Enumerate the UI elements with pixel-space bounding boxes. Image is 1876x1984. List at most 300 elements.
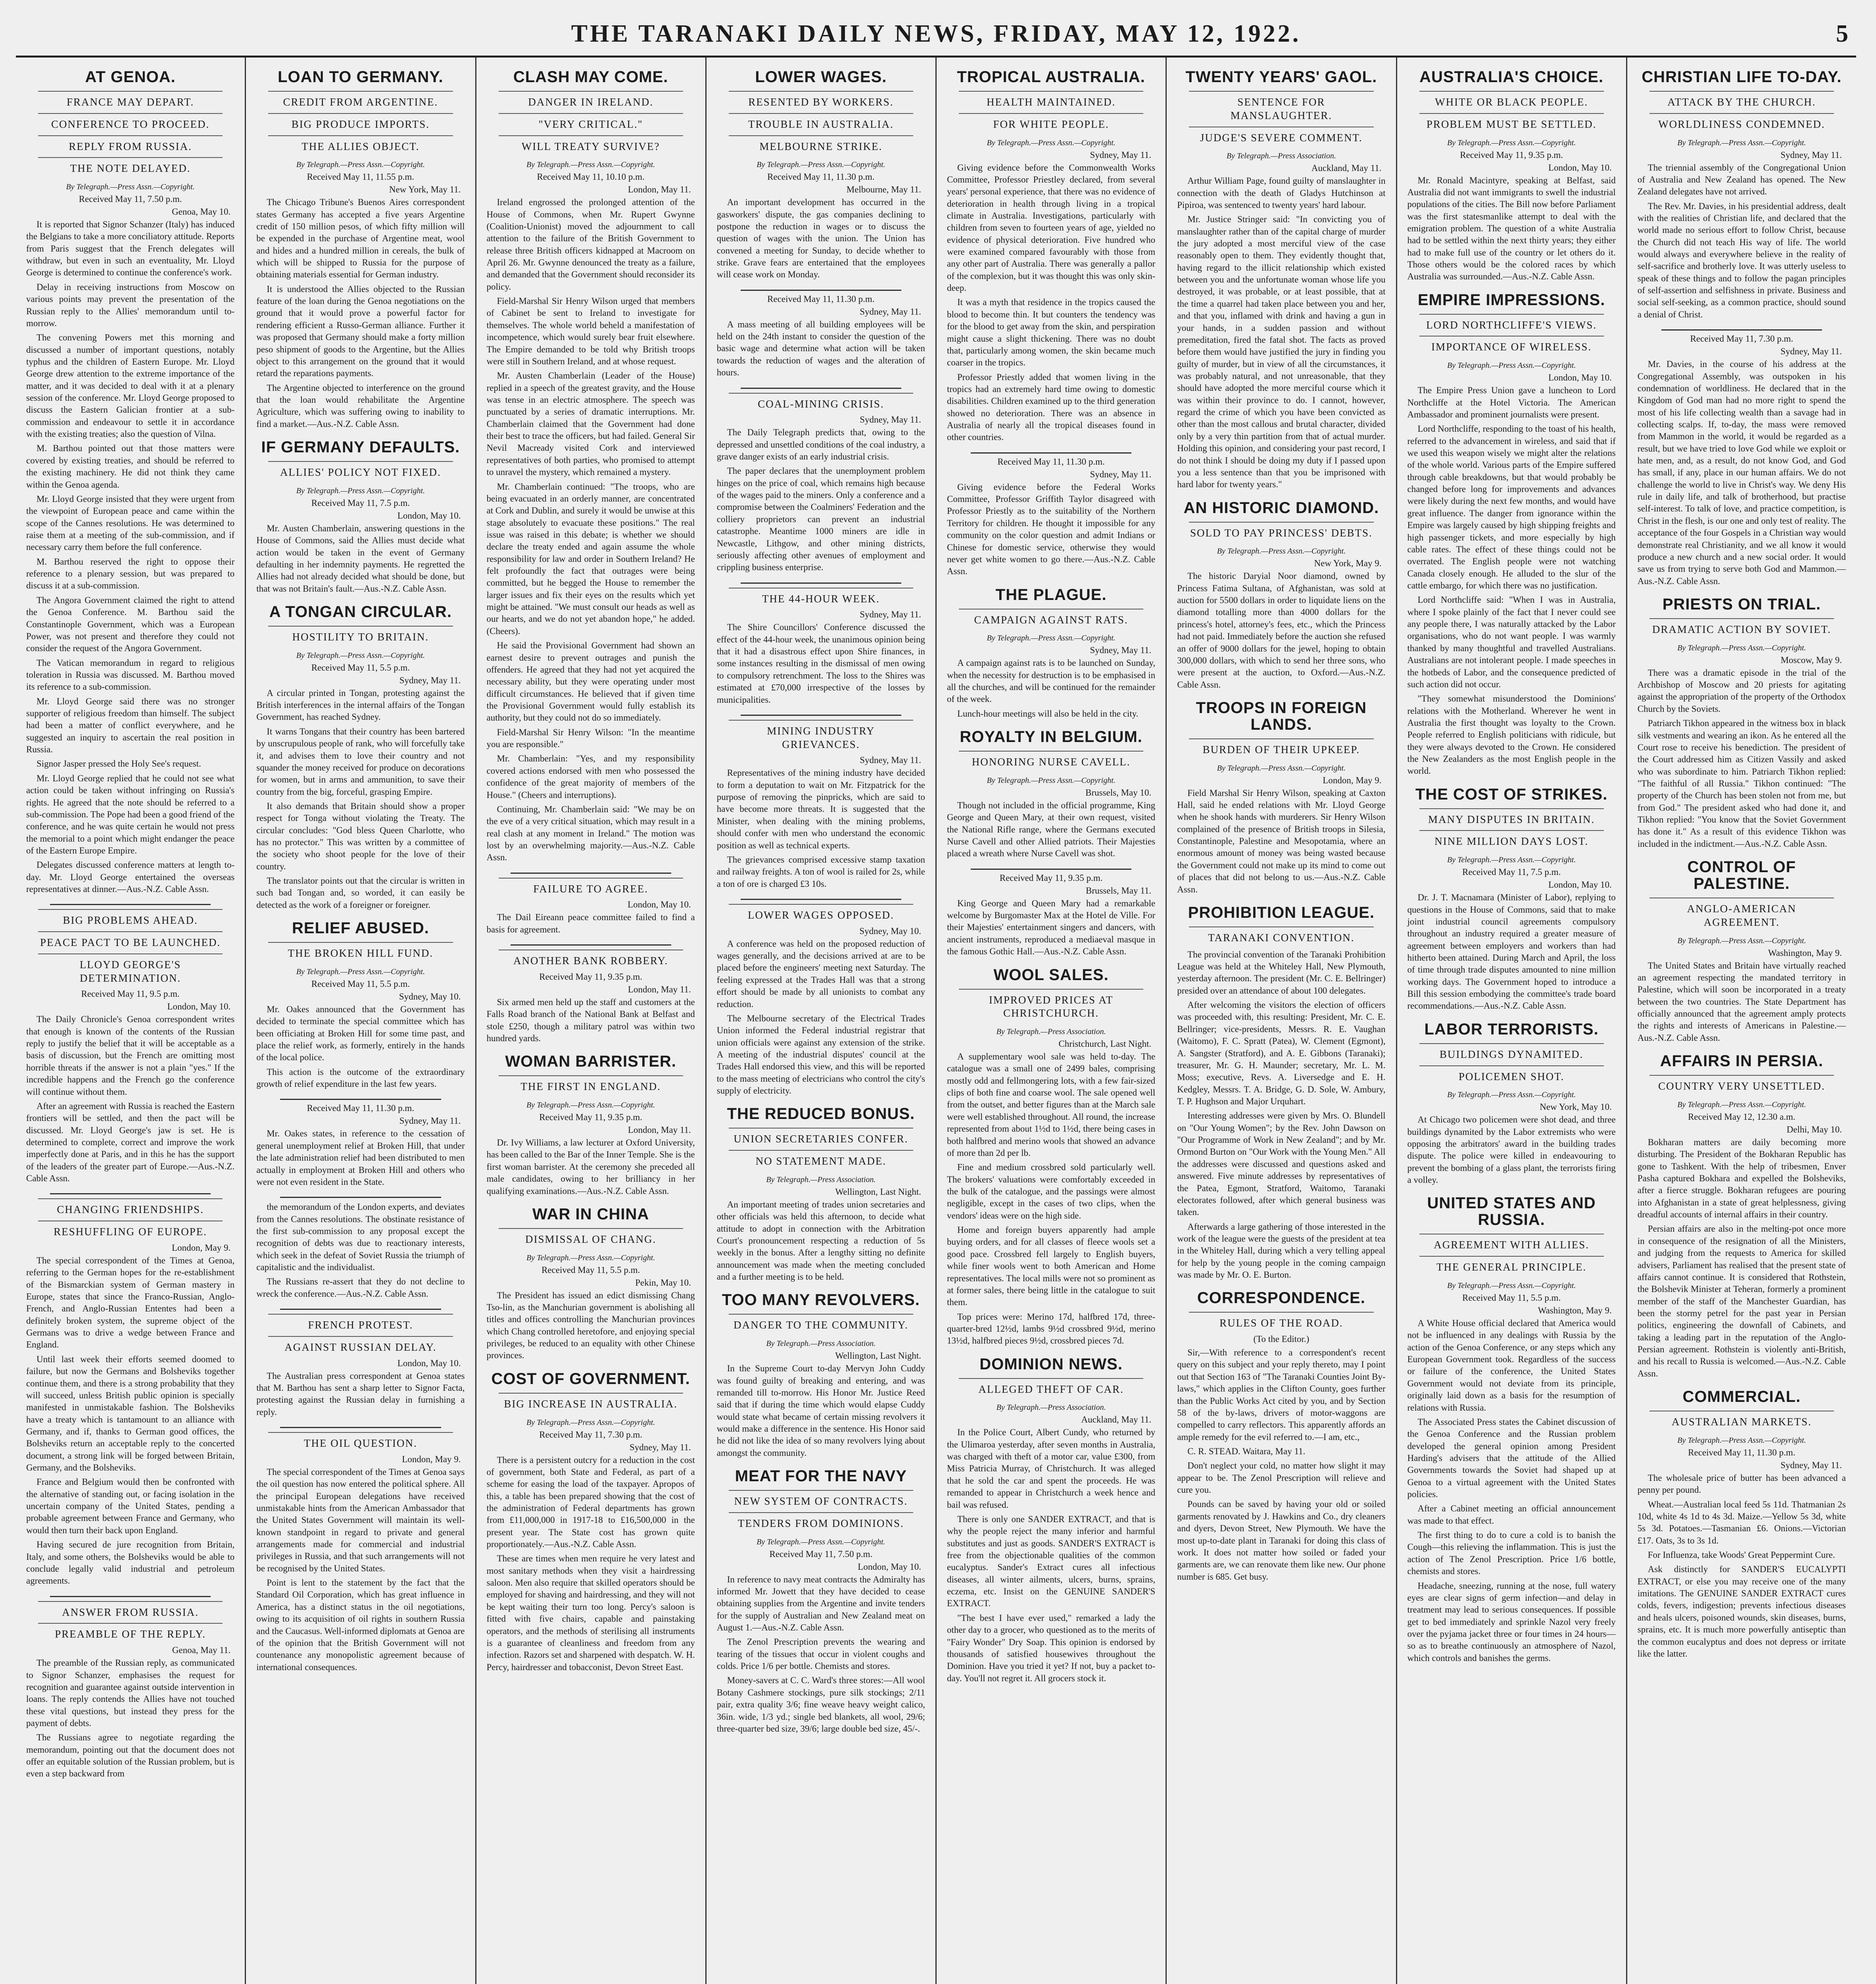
- body-paragraph: The Chicago Tribune's Buenos Aires correspondent states Germany has accepted a five years Argentine credit of 150 million pesos, of which fifty million will be expended in the purchase of Argentine meat, wool and hides and a hundred million in cereals, the bulk of which will be shipped to Russia for the purpose of obtaining materials essential for German industry.: [256, 197, 465, 280]
- subheadline: NINE MILLION DAYS LOST.: [1419, 830, 1604, 848]
- body-paragraph: Ask distinctly for SANDER'S EUCALYPTI EXTRACT, or else you may receive one of the many imitations. The GENUINE SANDER EXTRACT cures colds, fevers, indigestion; prevents infectious diseases and heals ulcers, poisoned wounds, skin diseases, burns, sprains, etc. It is much more powerfully antiseptic than the common eucalyptus and does not depress or irritate like the latter.: [1637, 1564, 1846, 1659]
- subheadline: ANGLO-AMERICAN AGREEMENT.: [1649, 898, 1834, 929]
- credit-line: By Telegraph.—Press Assn.—Copyright.: [296, 967, 425, 976]
- body-paragraph: Mr. Austen Chamberlain, answering questions in the House of Commons, said the Allies must decide what action would be taken in the event of Germany defaulting in her indemnity payments. He regretted the Allies had not already decided what should be done, but that was not Britain's fault.—Aus.-N.Z. Cable Assn.: [256, 523, 465, 594]
- credit-line: By Telegraph.—Press Assn.—Copyright.: [1447, 856, 1576, 865]
- body-paragraph: The Vatican memorandum in regard to religious toleration in Russia was discussed. M. Barthou moved its reference to a sub-commission.: [26, 657, 235, 692]
- received-line: Received May 11, 10.10 p.m.: [537, 172, 645, 182]
- body-paragraph: Mr. Austen Chamberlain (Leader of the House) replied in a speech of the greatest gravity, and the House was tense in an electric atmosphere. The speech was punctuated by a series of dramatic interruptions. Mr. Chamberlain claimed that the Government had done their best to trace the officers, but had failed. General Sir Nevil Macready visited Cork and interviewed representatives of both parties, who promised to attempt to unravel the mystery, which remained a mystery.: [486, 371, 695, 477]
- masthead: [16, 12, 1856, 58]
- subheadline: ALLEGED THEFT OF CAR.: [959, 1378, 1143, 1396]
- article: [717, 69, 925, 281]
- subheadline: JUDGE'S SEVERE COMMENT.: [1189, 127, 1373, 145]
- subheadline: REPLY FROM RUSSIA.: [38, 135, 223, 154]
- body-paragraph: The paper declares that the unemployment problem hinges on the price of coal, which remains high because of the wages paid to the miners. Only a conference and a compromise between the Coalminers' Federation and the colliery proprietors can prevent an industrial catastrophe. Meantime 1000 miners are idle in Newcastle, Lithgow, and other mining districts, seriously affecting other avenues of employment and crippling business enterprise.: [716, 466, 925, 573]
- page-number: 5: [1836, 20, 1848, 47]
- subheadline: THE GENERAL PRINCIPLE.: [1419, 1256, 1604, 1274]
- body-paragraph: Field-Marshal Sir Henry Wilson: "In the meantime you are responsible.": [486, 727, 695, 750]
- dateline: Brussels, May 10.: [1085, 787, 1152, 798]
- subheadline: WILL TREATY SURVIVE?: [499, 135, 683, 154]
- body-paragraph: The provincial convention of the Taranaki Prohibition League was held at the Whiteley Hall, New Plymouth, yesterday afternoon. The president (Mr. C. E. Bellringer) presided over an attendance of about 100 delegates.: [1177, 949, 1386, 996]
- body-paragraph: France and Belgium would then be confronted with the alternative of standing out, or facing isolation in the uncertain company of the United States, pending a probable agreement between France and Germany, who would then turn their back upon England.: [26, 1477, 235, 1535]
- dateline: London, May 9.: [1323, 775, 1382, 785]
- article: [256, 69, 465, 430]
- subheadline: "VERY CRITICAL.": [499, 113, 683, 131]
- dateline: Sydney, May 10.: [399, 991, 461, 1002]
- section-rule: [971, 452, 1131, 454]
- received-line: Received May 11, 9.35 p.m.: [539, 971, 642, 982]
- body-paragraph: A White House official declared that America would not be influenced in any dealings with Russia by the action of the Genoa Conference, or any steps which any European Government took. Regardless of the success or failure of the conference, the United States Government would not deviate from its principle, originally laid down as a basis for the resumption of relations with Russia.: [1407, 1318, 1616, 1413]
- received-line: Received May 11, 7.5 p.m.: [1462, 867, 1561, 877]
- credit-line: By Telegraph.—Press Assn.—Copyright.: [757, 1537, 885, 1546]
- body-paragraph: Delay in receiving instructions from Moscow on various points may prevent the presentation of the Russian reply to the Allies' memorandum until to-morrow.: [26, 282, 235, 328]
- dateline: Sydney, May 11.: [860, 306, 921, 317]
- subheadline: ALLIES' POLICY NOT FIXED.: [268, 461, 453, 479]
- received-line: Received May 11, 9.35 p.m.: [539, 1112, 642, 1123]
- body-paragraph: The wholesale price of butter has been advanced a penny per pound.: [1637, 1473, 1846, 1495]
- section-rule: [741, 899, 901, 900]
- body-paragraph: Mr. Lloyd George said there was no stronger supporter of religious freedom than himself. The subject had been a matter of conflict everywhere, and he suggested an inquiry to ascertain the real position in Russia.: [26, 696, 235, 755]
- body-paragraph: The Argentine objected to interference on the ground that the loan would rehabilitate the Argentine Agriculture, which was suffering owing to inability to find a market.—Aus.-N.Z. Cable Assn.: [256, 383, 465, 429]
- body-paragraph: Mr. Ronald Macintyre, speaking at Belfast, said Australia did not want immigrants to swell the industrial populations of the cities. The Bill now before Parliament was the first statesmanlike attempt to deal with the emigration problem. The question of a white Australia had to be settled within the next thirty years; they either had to make full use of the country or let others do it. Those others would be the colored races by which Australia was surrounded.—Aus.-N.Z. Cable Assn.: [1407, 175, 1616, 282]
- masthead-title: THE TARANAKI DAILY NEWS, FRIDAY, MAY 12, 1922.: [571, 20, 1301, 47]
- article: [1177, 69, 1385, 491]
- section-rule: [50, 904, 211, 905]
- article: [1638, 69, 1846, 321]
- article: [947, 869, 1155, 958]
- dateline: Sydney, May 11.: [1090, 645, 1152, 656]
- body-paragraph: Giving evidence before the Commonwealth Works Committee, Professor Priestley declared, from several years' personal experience, that there was no evidence of deterioration in health through living in a tropical climate in Australia. Investigations, particularly with children from seven to fourteen years of age, yielded no evidence of physical deterioration. Five hundred who were examined compared favourably with those from any other part of Australia. There was generally a pallor of the complexion, but it was thought this was only skin-deep.: [947, 162, 1156, 293]
- subheadline: CHANGING FRIENDSHIPS.: [38, 1198, 223, 1217]
- dateline: Sydney, May 11.: [1090, 469, 1152, 479]
- body-paragraph: Bokharan matters are daily becoming more disturbing. The President of the Bokharan Republic has gone to Tashkent. With the help of tribesmen, Enver Pasha captured Bokhara and expelled the Bolsheviks, after a fierce struggle. Bokharan refugees are pouring into Afghanistan in a state of great helplessness, giving dreadful accounts of internal affairs in their country.: [1637, 1137, 1846, 1220]
- body-paragraph: A conference was held on the proposed reduction of wages generally, and the decisions arrived at are to be placed before the engineers' meeting next Saturday. The feeling expressed at the Trades Hall was that a strong effort should be made by all unionists to combat any reduction.: [716, 938, 925, 1009]
- credit-line: By Telegraph.—Press Assn.—Copyright.: [987, 634, 1116, 643]
- headline: IF GERMANY DEFAULTS.: [261, 438, 460, 456]
- body-paragraph: Mr. Oakes announced that the Government has decided to terminate the special committee which has been officiating at Broken Hill for some time past, and place the relief work, as formerly, entirely in the hands of the local police.: [256, 1004, 465, 1063]
- subheadline: CONFERENCE TO PROCEED.: [38, 113, 223, 131]
- body-paragraph: Pounds can be saved by having your old or soiled garments renovated by J. Hawkins and Co., dry cleaners and dyers, Devon Street, New Plymouth. We have the most up-to-date plant in Taranaki for doing this class of work. It does not matter how soiled or faded your garments are, we can renovate them like new. Our phone number is 685. Get busy.: [1177, 1499, 1386, 1582]
- body-paragraph: A mass meeting of all building employees will be held on the 24th instant to consider the question of the basic wage and determine what action will be taken towards the reduction of wages and the alteration of hours.: [716, 319, 925, 378]
- body-paragraph: It warns Tongans that their country has been bartered by unscrupulous people of rank, who will forcefully take it, and advises them to love their country and not squander the money received for produce on decorations for women, but in arms and ammunition, to save their country from the big, forceful, grasping Empire.: [256, 726, 465, 797]
- dateline: New York, May 9.: [1314, 558, 1382, 569]
- body-paragraph: The Melbourne secretary of the Electrical Trades Union informed the Federal industrial registrar that union officials were against any extension of the strike. A meeting of the industrial disputes' council at the Trades Hall endorsed this view, and this will be reported to the mass meeting of electricians who control the city's supply of electricity.: [716, 1013, 925, 1096]
- body-paragraph: Mr. Chamberlain continued: "The troops, who are being evacuated in an orderly manner, are concentrated at Cork and Dublin, and surely it would be unwise at this stage absolutely to evacuate these positions." The real issue was raised in this debate; is whether we should declare the treaty ended and again assume the whole responsibility for law and order in Southern Ireland? He felt profoundly the fact that outrages were being committed, but he begged the House to remember the larger issues and fix their eyes on the results which yet might be attained. "We must consult our heads as well as our hearts, and we do not yet abandon hope," he added. (Cheers).: [486, 481, 695, 636]
- received-line: Received May 11, 5.5 p.m.: [311, 979, 410, 989]
- headline: UNITED STATES AND RUSSIA.: [1427, 1194, 1596, 1229]
- body-paragraph: Mr. Chamberlain: "Yes, and my responsibility covered actions endorsed with men who possessed the confidence of the great majority of members of the House." (Cheers and interruptions).: [486, 754, 695, 800]
- headline: CHRISTIAN LIFE TO-DAY.: [1642, 68, 1842, 86]
- headline: CONTROL OF PALESTINE.: [1687, 858, 1796, 893]
- body-paragraph: the memorandum of the London experts, and deviates from the Cannes resolutions. The obstinate resistance of the first sub-commission to any proposal except the recognition of debts was due to reactionary interests, which seek in the defeat of Soviet Russia the triumph of capitalistic and the individualist.: [256, 1202, 465, 1273]
- column-8: [1627, 58, 1856, 1984]
- received-line: Received May 11, 5.5 p.m.: [1462, 1292, 1561, 1303]
- body-paragraph: The translator points out that the circular is written in such bad Tongan and, so worded, it can easily be detected as the work of a foreigner or foreigner.: [256, 876, 465, 910]
- body-paragraph: Giving evidence before the Federal Works Committee, Professor Griffith Taylor disagreed with Professor Priestly as to the suitability of the Northern Territory for children. He thought it impossible for any community on the color question and admit Indians or Chinese for domestic service, otherwise they would never get white women to go there.—Aus.-N.Z. Cable Assn.: [947, 482, 1156, 577]
- article: [947, 69, 1155, 444]
- article: [1407, 292, 1616, 777]
- body-paragraph: Field-Marshal Sir Henry Wilson urged that members of Cabinet be sent to Ireland to investigate for themselves. The whole world beheld a manifestation of incompetence, which would surely bear fruit elsewhere. The Empire demanded to be told why British troops were still in Southern Ireland, and at whose request.: [486, 296, 695, 366]
- body-paragraph: Fine and medium crossbred sold particularly well. The brokers' valuations were comfortably exceeded in the bulk of the catalogue, and the passings were almost negligible, except in the cases of two clips, when the vendors' ideas were on the high side.: [947, 1162, 1156, 1221]
- received-line: Received May 12, 12.30 a.m.: [1688, 1111, 1795, 1122]
- article: [717, 1468, 925, 1735]
- dateline: London, May 10.: [397, 510, 461, 521]
- subheadline: PEACE PACT TO BE LAUNCHED.: [38, 931, 223, 950]
- body-paragraph: C. R. STEAD. Waitara, May 11.: [1187, 1446, 1306, 1456]
- subheadline: BURDEN OF THEIR UPKEEP.: [1189, 738, 1373, 757]
- dateline: London, May 10.: [628, 900, 691, 910]
- headline: TOO MANY REVOLVERS.: [722, 1291, 920, 1309]
- article: [26, 904, 234, 1184]
- dateline: Sydney, May 11.: [860, 609, 921, 620]
- article: [256, 604, 465, 911]
- body-paragraph: Field Marshal Sir Henry Wilson, speaking at Caxton Hall, said he ended relations with Mr. Lloyd George when he shook hands with murderers. Sir Henry Wilson complained of the presence of British troops in Silesia, Constantinople, Palestine and Mesopotamia, where an enormous amount of money was being wasted because the Government could not make up its mind to come out of places that did not belong to us.—Aus.-N.Z. Cable Assn.: [1177, 788, 1386, 894]
- subheadline: HOSTILITY TO BRITAIN.: [268, 626, 453, 644]
- credit-line: By Telegraph.—Press Assn.—Copyright.: [1677, 1436, 1806, 1445]
- dateline: Washington, May 9.: [1768, 948, 1842, 958]
- dateline: Genoa, May 11.: [172, 1645, 231, 1655]
- body-paragraph: In reference to navy meat contracts the Admiralty has informed Mr. Jowett that they have decided to cease obtaining supplies from the Argentine and invite tenders for the supply of Australian and New Zealand meat on August 1.—Aus.-N.Z. Cable Assn.: [716, 1574, 925, 1632]
- received-line: Received May 11, 11.30 p.m.: [767, 172, 875, 182]
- article: [256, 1309, 465, 1418]
- credit-line: By Telegraph.—Press Assn.—Copyright.: [987, 138, 1116, 147]
- body-paragraph: The first thing to do to cure a cold is to banish the Cough—this relieving the inflammation. This is just the action of The Zenol Prescription. Price 1/6 bottle, chemists and stores.: [1407, 1530, 1616, 1576]
- dateline: Sydney, May 11.: [860, 755, 921, 765]
- body-paragraph: Persian affairs are also in the melting-pot once more in consequence of the resignation of all the Ministers, and judging from the requests to America for skilled advisers, Parliament has realised that the present state of affairs cannot continue. It is considered that Rothstein, the Bolshevik Minister at Teheran, formerly a prominent member of the staff of the Manchester Guardian, has been the stormy petrel for the past year in Persian politics, engineering the downfall of Cabinets, and taking a leading part in the reputation of the Anglo-Persian agreement. Rothstein is violently anti-British, and his recall to Russia is welcomed.—Aus.-N.Z. Cable Assn.: [1637, 1224, 1846, 1378]
- body-paragraph: The Dail Eireann peace committee failed to find a basis for agreement.: [486, 912, 695, 934]
- body-paragraph: Dr. J. T. Macnamara (Minister of Labor), replying to questions in the House of Commons, said that to make joint industrial council agreements compulsory throughout an industry required a greater measure of agreement between employers and workers than had hitherto been attained. During March and April, the loss of time through trade disputes amounted to nine million working days. The Government hoped to introduce a Bill this session embodying the committee's trade board recommendations.—Aus.-N.Z. Cable Assn.: [1407, 892, 1616, 1011]
- body-paragraph: Home and foreign buyers apparently had ample buying orders, and for all classes of fleece wools set a good pace. Crossbred fell largely to English buyers, while finer wools went to both American and Home representatives. The local mills were not so prominent as at former sales, there being little in the catalogue to suit them.: [947, 1225, 1156, 1307]
- received-line: Received May 11, 7.50 p.m.: [79, 194, 182, 204]
- subheadline: UNION SECRETARIES CONFER.: [729, 1128, 913, 1146]
- dateline: London, May 9.: [172, 1242, 231, 1253]
- article: [1638, 1388, 1846, 1660]
- body-paragraph: The special correspondent of the Times at Genoa, referring to the German hopes for the re-establishment of the Bismarckian system of German mastery in Europe, states that since the Franco-Russian, Anglo-French, and Anglo-Russian Ententes had been a definitely broken system, the supreme object of the Germans was to drive a wedge between France and England.: [26, 1255, 235, 1350]
- body-paragraph: The United States and Britain have virtually reached an agreement respecting the mandated territory in Palestine, which will soon be incorporated in a treaty between the two countries. The State Department has officially announced that the agreement amply protects the rights and interests of Americans in Palestine.—Aus.-N.Z. Cable Assn.: [1637, 960, 1846, 1043]
- subheadline: BUILDINGS DYNAMITED.: [1419, 1043, 1604, 1061]
- subheadline: CAMPAIGN AGAINST RATS.: [959, 609, 1143, 627]
- dateline: Brussels, May 11.: [1085, 885, 1152, 896]
- subheadline: NO STATEMENT MADE.: [729, 1150, 913, 1168]
- credit-line: By Telegraph.—Press Assn.—Copyright.: [1447, 361, 1576, 370]
- credit-line: By Telegraph.—Press Assn.—Copyright.: [296, 486, 425, 495]
- dateline: Sydney, May 11.: [399, 1116, 461, 1126]
- credit-line: By Telegraph.—Press Assn.—Copyright.: [1677, 936, 1806, 945]
- body-paragraph: Wheat.—Australian local feed 5s 11d. Thatmanian 2s 10d, white 4s 1d to 4s 3d. Maize.—Yellow 5s 3d, white 5s 3d. Potatoes.—Tasmanian £6. Onions.—Victorian £17. Oats, 3s to 3s 1d.: [1637, 1499, 1846, 1546]
- subheadline: DRAMATIC ACTION BY SOVIET.: [1649, 618, 1834, 636]
- credit-line: By Telegraph.—Press Assn.—Copyright.: [1447, 138, 1576, 147]
- dateline: London, May 10.: [167, 1002, 231, 1012]
- body-paragraph: Delegates discussed conference matters at length to-day. Mr. Lloyd George entertained the overseas representatives at dinner.—Aus.-N.Z. Cable Assn.: [26, 860, 235, 894]
- received-line: Received May 11, 11.30 p.m.: [997, 456, 1105, 467]
- article: [1407, 1195, 1616, 1664]
- body-paragraph: The Zenol Prescription prevents the wearing and tearing of the tissues that occur in violent coughs and colds. Price 1/6 per bottle. Chemists and stores.: [716, 1637, 925, 1671]
- body-paragraph: Dr. Ivy Williams, a law lecturer at Oxford University, has been called to the Bar of the Inner Temple. She is the first woman barrister. At the ceremony she preceded all male candidates, owing to her brilliancy in her qualifying examinations.—Aus.-N.Z. Cable Assn.: [486, 1138, 695, 1196]
- credit-line: By Telegraph.—Press Assn.—Copyright.: [296, 160, 425, 169]
- dateline: New York, May 10.: [1540, 1102, 1612, 1112]
- section-rule: [741, 715, 901, 716]
- body-paragraph: Patriarch Tikhon appeared in the witness box in black silk vestments and wearing an ikon. As he entered all the Court rose to receive his benediction. The president of the Court addressed him as Citizen Vassily and asked who was subordinate to him. Patriarch Tikhon replied: "The faithful of all Russia." Tikhon continued: "The property of the Church has been stolen not from me, but from God." The president asked who had done it, and Tikhon replied: "You know that the Soviet Government has done it." As a result of this evidence Tikhon was included in the indictment.—Aus.-N.Z. Cable Assn.: [1637, 718, 1846, 849]
- subheadline: COAL-MINING CRISIS.: [729, 393, 913, 411]
- subheadline: BIG PRODUCE IMPORTS.: [268, 113, 453, 131]
- subheadline: ANOTHER BANK ROBBERY.: [499, 950, 683, 968]
- body-paragraph: The Associated Press states the Cabinet discussion of the Genoa Conference and the Russian problem developed the general opinion among President Harding's advisers that the attitude of the Allied Governments towards the Soviet had shaped up at Genoa to a virtual agreement with the United States policies.: [1407, 1417, 1616, 1500]
- headline: PROHIBITION LEAGUE.: [1188, 904, 1375, 921]
- headline: COMMERCIAL.: [1682, 1388, 1801, 1406]
- dateline: London, May 9.: [402, 1454, 461, 1464]
- subheadline: COUNTRY VERY UNSETTLED.: [1649, 1075, 1834, 1093]
- section-rule: [741, 583, 901, 584]
- headline: EMPIRE IMPRESSIONS.: [1417, 291, 1605, 309]
- article: [487, 1053, 695, 1197]
- body-paragraph: A supplementary wool sale was held to-day. The catalogue was a small one of 2499 bales, comprising mostly odd and fellmongering lots, with a few fair-sized clips of both fine and coarse wool. The sale opened well from the outset, and better figures than at the March sale were well established throughout. All round, the increase represented from about 1½d to 1½d, there being cases in both halfbred and merino wools that showed an advance of more than 2d per lb.: [947, 1052, 1156, 1158]
- column-2: [246, 58, 476, 1984]
- body-paragraph: Lord Northcliffe said: "When I was in Australia, where I spoke plainly of the fact that I never could see any people there, I was naturally attacked by the Labor organisations, who do not want people. I was warmly thanked by many thoughtful and travelled Australians. Australians are not intolerant people. I made speeches in the hotbeds of Labor, and the consequence predicted of such action did not occur.: [1407, 595, 1616, 689]
- body-paragraph: Arthur William Page, found guilty of manslaughter in connection with the death of Gladys Hutchinson at Pipiroa, was sentenced to twenty years' hard labour.: [1177, 176, 1386, 210]
- body-paragraph: At Chicago two policemen were shot dead, and three buildings dynamited by the Labor extremists who were opposing the arbitrators' award in the building trades dispute. The police were killed in endeavouring to prevent the bombing of a glass plant, the terrorists firing a volley.: [1407, 1115, 1616, 1185]
- received-line: Received May 11, 7.30 p.m.: [539, 1429, 642, 1440]
- headline: A TONGAN CIRCULAR.: [269, 603, 452, 621]
- section-rule: [511, 944, 671, 946]
- dateline: Wellington, Last Night.: [835, 1351, 921, 1361]
- body-paragraph: Sir,—With reference to a correspondent's recent query on this subject and your reply thereto, may I point out that Section 163 of "The Taranaki Counties Joint By-laws," which applies in the Clifton County, goes further than the Public Works Act cited by you, and by Section 58 of the by-laws, drivers of motor-waggons are compelled to carry reflectors. This apparently affords an ample remedy for the evil referred to.—I am, etc.,: [1177, 1348, 1386, 1442]
- article: [717, 583, 925, 706]
- body-paragraph: It is understood the Allies objected to the Russian feature of the loan during the Genoa negotiations on the ground that it would prove a powerful factor for rendering efficient a Russo-German alliance. Further it was proposed that Germany should make a forty million peso shipment of goods to the Argentine, but the Allies object to this arrangement on the ground that it would retard the reparations payments.: [256, 284, 465, 379]
- credit-line: By Telegraph.—Press Assn.—Copyright.: [296, 651, 425, 660]
- subheadline: LLOYD GEORGE'S DETERMINATION.: [38, 954, 223, 985]
- subheadline: AGAINST RUSSIAN DELAY.: [268, 1336, 453, 1354]
- received-line: Received May 11, 5.5 p.m.: [311, 662, 410, 673]
- body-paragraph: The grievances comprised excessive stamp taxation and railway freights. A ton of wool is railed for 2s, while a ton of ore is charged £3 10s.: [716, 854, 925, 889]
- subheadline: THE BROKEN HILL FUND.: [268, 942, 453, 960]
- headline: CLASH MAY COME.: [513, 68, 668, 86]
- credit-line: By Telegraph.—Press Assn.—Copyright.: [1677, 1100, 1806, 1109]
- body-paragraph: This action is the outcome of the extraordinary growth of relief expenditure in the last few years.: [256, 1067, 465, 1089]
- column-5: [937, 58, 1167, 1984]
- dateline: New York, May 11.: [389, 185, 461, 195]
- article: [717, 1105, 925, 1283]
- body-paragraph: The preamble of the Russian reply, as communicated to Signor Schanzer, emphasises the request for recognition and guarantee against outside intervention in loans. The reply contends the Allies have not touched these vital questions, but instead they press for the payment of debts.: [26, 1658, 235, 1728]
- subheadline: THE OIL QUESTION.: [268, 1432, 453, 1450]
- subheadline: TARANAKI CONVENTION.: [1189, 927, 1373, 945]
- subheadline: HEALTH MAINTAINED.: [959, 91, 1143, 109]
- subheadline: AUSTRALIAN MARKETS.: [1649, 1411, 1834, 1429]
- body-paragraph: Don't neglect your cold, no matter how slight it may appear to be. The Zenol Prescription will relieve and cure you.: [1177, 1461, 1386, 1495]
- body-paragraph: The Rev. Mr. Davies, in his presidential address, dealt with the realities of Christian life, and declared that the world made no serious effort to follow Christ, because the Church did not teach His way of life. The world would always and everywhere believe in the reality of self-sacrifice and brotherly love. It was utterly useless to speak of these things and to follow the pagan principles of self-assertion and selfishness in private. Business and social self-seeking, as a common practice, should sound a denial of Christ.: [1637, 201, 1846, 319]
- article: [487, 69, 695, 864]
- credit-line: By Telegraph.—Press Assn.—Copyright.: [1677, 643, 1806, 652]
- dateline: London, May 11.: [628, 185, 691, 195]
- received-line: Received May 11, 11.55 p.m.: [307, 172, 415, 182]
- headline: LABOR TERRORISTS.: [1424, 1020, 1599, 1038]
- headline: TROPICAL AUSTRALIA.: [957, 68, 1145, 86]
- dateline: Washington, May 9.: [1538, 1305, 1612, 1315]
- received-line: Received May 11, 9.5 p.m.: [81, 989, 180, 999]
- subheadline: NEW SYSTEM OF CONTRACTS.: [729, 1490, 913, 1508]
- body-paragraph: The Daily Telegraph predicts that, owing to the depressed and unsettled conditions of the coal industry, a grave danger exists of an early industrial crisis.: [716, 427, 925, 462]
- article: [1638, 859, 1846, 1044]
- body-paragraph: After a Cabinet meeting an official announcement was made to that effect.: [1407, 1503, 1616, 1526]
- section-rule: [741, 388, 901, 389]
- credit-line: By Telegraph.—Press Association.: [996, 1027, 1106, 1036]
- dateline: Sydney, May 11.: [1780, 150, 1842, 160]
- headline: MEAT FOR THE NAVY: [735, 1467, 907, 1485]
- credit-line: By Telegraph.—Press Assn.—Copyright.: [526, 160, 655, 169]
- body-paragraph: A circular printed in Tongan, protesting against the British interferences in the internal affairs of the Tongan Government, has reached Sydney.: [256, 688, 465, 722]
- headline: ROYALTY IN BELGIUM.: [960, 728, 1142, 746]
- article: [947, 967, 1155, 1347]
- received-line: Received May 11, 11.30 p.m.: [767, 294, 875, 304]
- dateline: Auckland, May 11.: [1081, 1415, 1152, 1425]
- headline: CORRESPONDENCE.: [1197, 1289, 1365, 1307]
- credit-line: By Telegraph.—Press Assn.—Copyright.: [1447, 1090, 1576, 1100]
- received-line: Received May 11, 9.35 p.m.: [999, 873, 1103, 883]
- headline: TROOPS IN FOREIGN LANDS.: [1196, 699, 1367, 733]
- credit-line: By Telegraph.—Press Association.: [996, 1403, 1106, 1412]
- body-paragraph: Until last week their efforts seemed doomed to failure, but now the Germans and Bolsheviks together continue them, and there is a strong probability that they will succeed, unless British public opinion is specially manifested in unmistakable fashion. The Bolsheviks have a treaty which is tantamount to an alliance with Germany, and if, thanks to German good offices, the Bolsheviks return an acceptable reply to the concerted document, a strong link will be forged between Britain, Germany, and the Bolsheviks.: [26, 1354, 235, 1473]
- article: [1638, 596, 1846, 850]
- body-paragraph: It is reported that Signor Schanzer (Italy) has induced the Belgians to take a more conciliatory attitude. Reports from Paris suggest that the French delegates will withdraw, but even in such an eventuality, Mr. Lloyd George is determined to continue the conference's work.: [26, 219, 235, 278]
- dateline: Sydney, May 11.: [860, 415, 921, 425]
- body-paragraph: M. Barthou pointed out that those matters were covered by existing treaties, and should be referred to the existing machinery. He did not think they came within the Genoa agenda.: [26, 443, 235, 490]
- section-rule: [1661, 329, 1822, 331]
- column-7: [1397, 58, 1627, 1984]
- body-paragraph: Continuing, Mr. Chamberlain said: "We may be on the eve of a very critical situation, which may result in a real clash at any moment in Ireland." The motion was lost by an overwhelming majority.—Aus.-N.Z. Cable Assn.: [486, 804, 695, 863]
- body-paragraph: The triennial assembly of the Congregational Union of Australia and New Zealand has opened. The New Zealand delegates have not arrived.: [1637, 162, 1846, 197]
- dateline: Delhi, May 10.: [1786, 1124, 1842, 1134]
- dateline: Sydney, May 11.: [1780, 1460, 1842, 1470]
- dateline: Sydney, May 11.: [629, 1442, 691, 1452]
- article: [1177, 500, 1385, 691]
- subheadline: TENDERS FROM DOMINIONS.: [729, 1512, 913, 1530]
- body-paragraph: Lunch-hour meetings will also be held in the city.: [957, 708, 1139, 719]
- received-line: Received May 11, 11.30 p.m.: [307, 1103, 415, 1113]
- body-paragraph: Mr. Oakes states, in reference to the cessation of general unemployment relief at Broken Hill, that under the late administration relief had been distributed to men actually in employment at Broken Hill and others who were not even resident in the State.: [256, 1128, 465, 1187]
- body-paragraph: There was a dramatic episode in the trial of the Archbishop of Moscow and 20 priests for agitating against the appropriation of the property of the Orthodox Church by the Soviets.: [1637, 667, 1846, 714]
- subheadline: ANSWER FROM RUSSIA.: [38, 1601, 223, 1619]
- article: [947, 452, 1155, 578]
- body-paragraph: In the Supreme Court to-day Mervyn John Cuddy was found guilty of breaking and entering, and was remanded till to-morrow. His Honor Mr. Justice Reed said that if during the time which would elapse Cuddy would state what became of certain missing revolvers it would make a difference in the sentence. His Honor said he did not like the idea of so many revolvers lying about amongst the community.: [716, 1363, 925, 1458]
- body-paragraph: Six armed men held up the staff and customers at the Falls Road branch of the National Bank at Belfast and stole £250, though a military patrol was within two hundred yards.: [486, 997, 695, 1043]
- section-rule: [280, 1309, 441, 1310]
- subheadline: CREDIT FROM ARGENTINE.: [268, 91, 453, 109]
- column-4: [707, 58, 937, 1984]
- section-rule: [511, 873, 671, 874]
- body-paragraph: Though not included in the official programme, King George and Queen Mary, at their own request, visited the National Rifle range, where the Germans executed Nurse Cavell and other Allied patriots. Their Majesties placed a wreath where Nurse Cavell was shot.: [947, 800, 1156, 859]
- subheadline: FOR WHITE PEOPLE.: [959, 113, 1143, 131]
- dateline: Christchurch, Last Night.: [1058, 1039, 1152, 1049]
- dateline: London, May 10.: [1548, 880, 1612, 890]
- subheadline: MELBOURNE STRIKE.: [729, 135, 913, 154]
- body-paragraph: Afterwards a large gathering of those interested in the work of the league were the guests of the president at tea in the Whiteley Hall, during which a very telling appeal for help by the young people in the coming campaign was made by Mr. O. E. Burton.: [1177, 1221, 1386, 1280]
- headline: WAR IN CHINA: [532, 1205, 649, 1223]
- article: [947, 729, 1155, 860]
- headline: AFFAIRS IN PERSIA.: [1660, 1052, 1824, 1070]
- article: [1177, 1290, 1385, 1583]
- subheadline: IMPROVED PRICES AT CHRISTCHURCH.: [959, 989, 1143, 1021]
- dateline: Sydney, May 11.: [1090, 150, 1152, 160]
- article: [256, 1427, 465, 1673]
- article: [256, 1099, 465, 1188]
- body-paragraph: Professor Priestly added that women living in the tropics had an extremely hard time owing to domestic disabilities. Children examined up to the third generation showed no deterioration. There was an absence in Australia of nearly all the tropical diseases found in other countries.: [947, 372, 1156, 442]
- body-paragraph: Signor Jasper pressed the Holy See's request.: [36, 759, 201, 769]
- received-line: (To the Editor.): [1253, 1334, 1310, 1344]
- credit-line: By Telegraph.—Press Assn.—Copyright.: [1217, 763, 1346, 773]
- article: [256, 920, 465, 1090]
- body-paragraph: The historic Daryial Noor diamond, owned by Princess Fatima Sultana, of Afghanistan, was sold at auction for 5500 dollars in order to liquidate liens on the diamond totalling more than 4000 dollars for the princess's hotel, attorney's fees, etc., which the Princess had not paid. Immediately before the auction she refused an offer of 9000 dollars for the jewel, hoping to obtain 300,000 dollars, with which to send her three sons, who were present at the auction, to Oxford.—Aus.-N.Z. Cable Assn.: [1177, 571, 1386, 690]
- credit-line: By Telegraph.—Press Assn.—Copyright.: [526, 1253, 655, 1262]
- subheadline: RESHUFFLING OF EUROPE.: [38, 1221, 223, 1239]
- body-paragraph: The President has issued an edict dismissing Chang Tso-lin, as the Manchurian government is abolishing all titles and offices controlling the Manchurian provinces which Chang controlled heretofore, and enjoying special privileges, be reduced to an equality with other Chinese provinces.: [486, 1290, 695, 1361]
- subheadline: THE 44-HOUR WEEK.: [729, 588, 913, 606]
- body-paragraph: The Shire Councillors' Conference discussed the effect of the 44-hour week, the unanimous opinion being that it had a disastrous effect upon Shire finances, in some instances resulting in the dismissal of men owing to compulsory retrenchment. The loss to the Shires was estimated at £70,000 irrespective of the losses by municipalities.: [716, 622, 925, 705]
- received-line: Received May 11, 7.50 p.m.: [769, 1549, 873, 1559]
- article: [1407, 69, 1616, 283]
- subheadline: SOLD TO PAY PRINCESS' DEBTS.: [1189, 522, 1373, 540]
- article: [26, 1596, 234, 1780]
- headline: THE COST OF STRIKES.: [1415, 785, 1608, 803]
- article: [1638, 329, 1846, 587]
- body-paragraph: An important development has occurred in the gasworkers' dispute, the gas companies declining to postpone the reduction in wages or to discuss the question of wages with the union. The Union has convened a meeting for Sunday, to decide whether to strike. Grave fears are entertained that the employees will cease work on Monday.: [716, 197, 925, 280]
- body-paragraph: M. Barthou reserved the right to oppose their reference to a plenary session, but was prepared to discuss it at a sub-commission.: [26, 556, 235, 591]
- dateline: Sydney, May 10.: [859, 926, 921, 936]
- headline: AUSTRALIA'S CHOICE.: [1419, 68, 1604, 86]
- credit-line: By Telegraph.—Press Association.: [766, 1175, 876, 1184]
- dateline: London, May 10.: [1548, 162, 1612, 173]
- columns-container: [16, 58, 1856, 1984]
- subheadline: PREAMBLE OF THE REPLY.: [38, 1623, 223, 1641]
- dateline: Pekin, May 10.: [635, 1277, 691, 1288]
- subheadline: WORLDLINESS CONDEMNED.: [1649, 113, 1834, 131]
- credit-line: By Telegraph.—Press Assn.—Copyright.: [1217, 547, 1346, 556]
- body-paragraph: "They somewhat misunderstood the Dominions' relations with the Motherland. Wherever he went in Australia the first thought was loyalty to the Crown. People referred to English politicians with ridicule, but they were always devoted to the Crown. He considered the New Zealanders as the most English people in the world.: [1407, 694, 1616, 776]
- headline: THE PLAGUE.: [995, 586, 1107, 604]
- dateline: Moscow, May 9.: [1780, 655, 1842, 665]
- article: [487, 1206, 695, 1362]
- article: [256, 439, 465, 595]
- subheadline: LOWER WAGES OPPOSED.: [729, 904, 913, 922]
- subheadline: FRANCE MAY DEPART.: [38, 91, 223, 109]
- subheadline: BIG INCREASE IN AUSTRALIA.: [499, 1393, 683, 1411]
- dateline: Wellington, Last Night.: [835, 1186, 921, 1197]
- subheadline: MINING INDUSTRY GRIEVANCES.: [729, 720, 913, 752]
- dateline: London, May 10.: [858, 1561, 921, 1572]
- body-paragraph: It was a myth that residence in the tropics caused the blood to become thin. It but counters the tendency was for the blood to get away from the skin, and perspiration might cause a slight thickening. There was no doubt that, particularly among women, the skin became much coarser in the tropics.: [947, 297, 1156, 368]
- article: [1638, 1053, 1846, 1380]
- body-paragraph: Lord Northcliffe, responding to the toast of his health, referred to the advancement in wireless, and said that if we used this weapon wisely we might alter the relations of the whole world. Various parts of the Empire suffered through cable breakdowns, but that would probably be changed before long for improvements and advances were likely during the next few months, and would have great influence. The danger from ignorance within the Empire was largely caused by high shipping freights and high passenger tickets, and more especially by high cable rates. The effect of these things could not be overrated. The English people were not watching Canada closely enough. He alluded to the slur of the cattle embargo, for which there was no justification.: [1407, 424, 1616, 590]
- body-paragraph: The convening Powers met this morning and discussed a number of important questions, notably typhus and the children of Eastern Europe. Mr. Lloyd George drew attention to the extreme importance of the matter, and it was decided to deal with it at a plenary session of the conference. Mr. Lloyd George proposed to discuss the Eastern Galician frontier at a sub-commission and endeavour to settle it in accordance with the existing treaties; also the question of Vilna.: [26, 333, 235, 439]
- headline: WOMAN BARRISTER.: [505, 1053, 676, 1071]
- credit-line: By Telegraph.—Press Assn.—Copyright.: [526, 1101, 655, 1110]
- body-paragraph: A campaign against rats is to be launched on Sunday, when the necessity for destruction is to be emphasised in all the churches, and will be continued for the remainder of the week.: [947, 658, 1156, 704]
- subheadline: TROUBLE IN AUSTRALIA.: [729, 113, 913, 131]
- subheadline: ATTACK BY THE CHURCH.: [1649, 91, 1834, 109]
- credit-line: By Telegraph.—Press Assn.—Copyright.: [1447, 1281, 1576, 1290]
- body-paragraph: After an agreement with Russia is reached the Eastern frontiers will be settled, and then the pact will be discussed. Mr. Lloyd George's jaw is set. He is determined to complete, correct and improve the work imperfectly done at Paris, and in this he has the support of the leaders of the greater part of Europe.—Aus.-N.Z. Cable Assn.: [26, 1101, 235, 1184]
- subheadline: RULES OF THE ROAD.: [1189, 1312, 1373, 1330]
- article: [487, 944, 695, 1044]
- subheadline: WHITE OR BLACK PEOPLE.: [1419, 91, 1604, 109]
- column-6: [1167, 58, 1397, 1984]
- dateline: Genoa, May 10.: [172, 207, 231, 217]
- article: [717, 899, 925, 1097]
- dateline: Sydney, May 11.: [1780, 346, 1842, 357]
- headline: AN HISTORIC DIAMOND.: [1183, 499, 1379, 517]
- body-paragraph: Money-savers at C. C. Ward's three stores:—All wool Botany Cashmere stockings, pure silk stockings; 2/11 pair, extra quality 3/6; fine weave heavy weight calico, 36in. wide, 1/3 yd.; single bed blankets, all wool, 29/6; three-quarter bed size, 39/6; large double bed size, 45/-.: [716, 1675, 925, 1734]
- body-paragraph: "The best I have ever used," remarked a lady the other day to a grocer, who questioned as to the merits of "Fairy Wonder" Dry Soap. This opinion is endorsed by thousands of satisfied housewives throughout the Dominion. Have you tried it yet? If not, buy a packet to-day. You'll not regret it. All grocers stock it.: [947, 1613, 1156, 1683]
- article: [26, 1193, 234, 1587]
- body-paragraph: These are times when men require he very latest and most sanitary methods when they visit a hairdressing saloon. Men also require that skilled operators should be employed for shaving and hairdressing, and they will not be kept waiting their turn too long. Percy's saloon is fitted with five chairs, capable and painstaking operators, and the methods of sterilising all instruments is a guarantee of cleanliness and freedom from any infection. Razors set and sharpened with despatch. W. H. Percy, hairdresser and tobacconist, Devon Street East.: [486, 1553, 695, 1672]
